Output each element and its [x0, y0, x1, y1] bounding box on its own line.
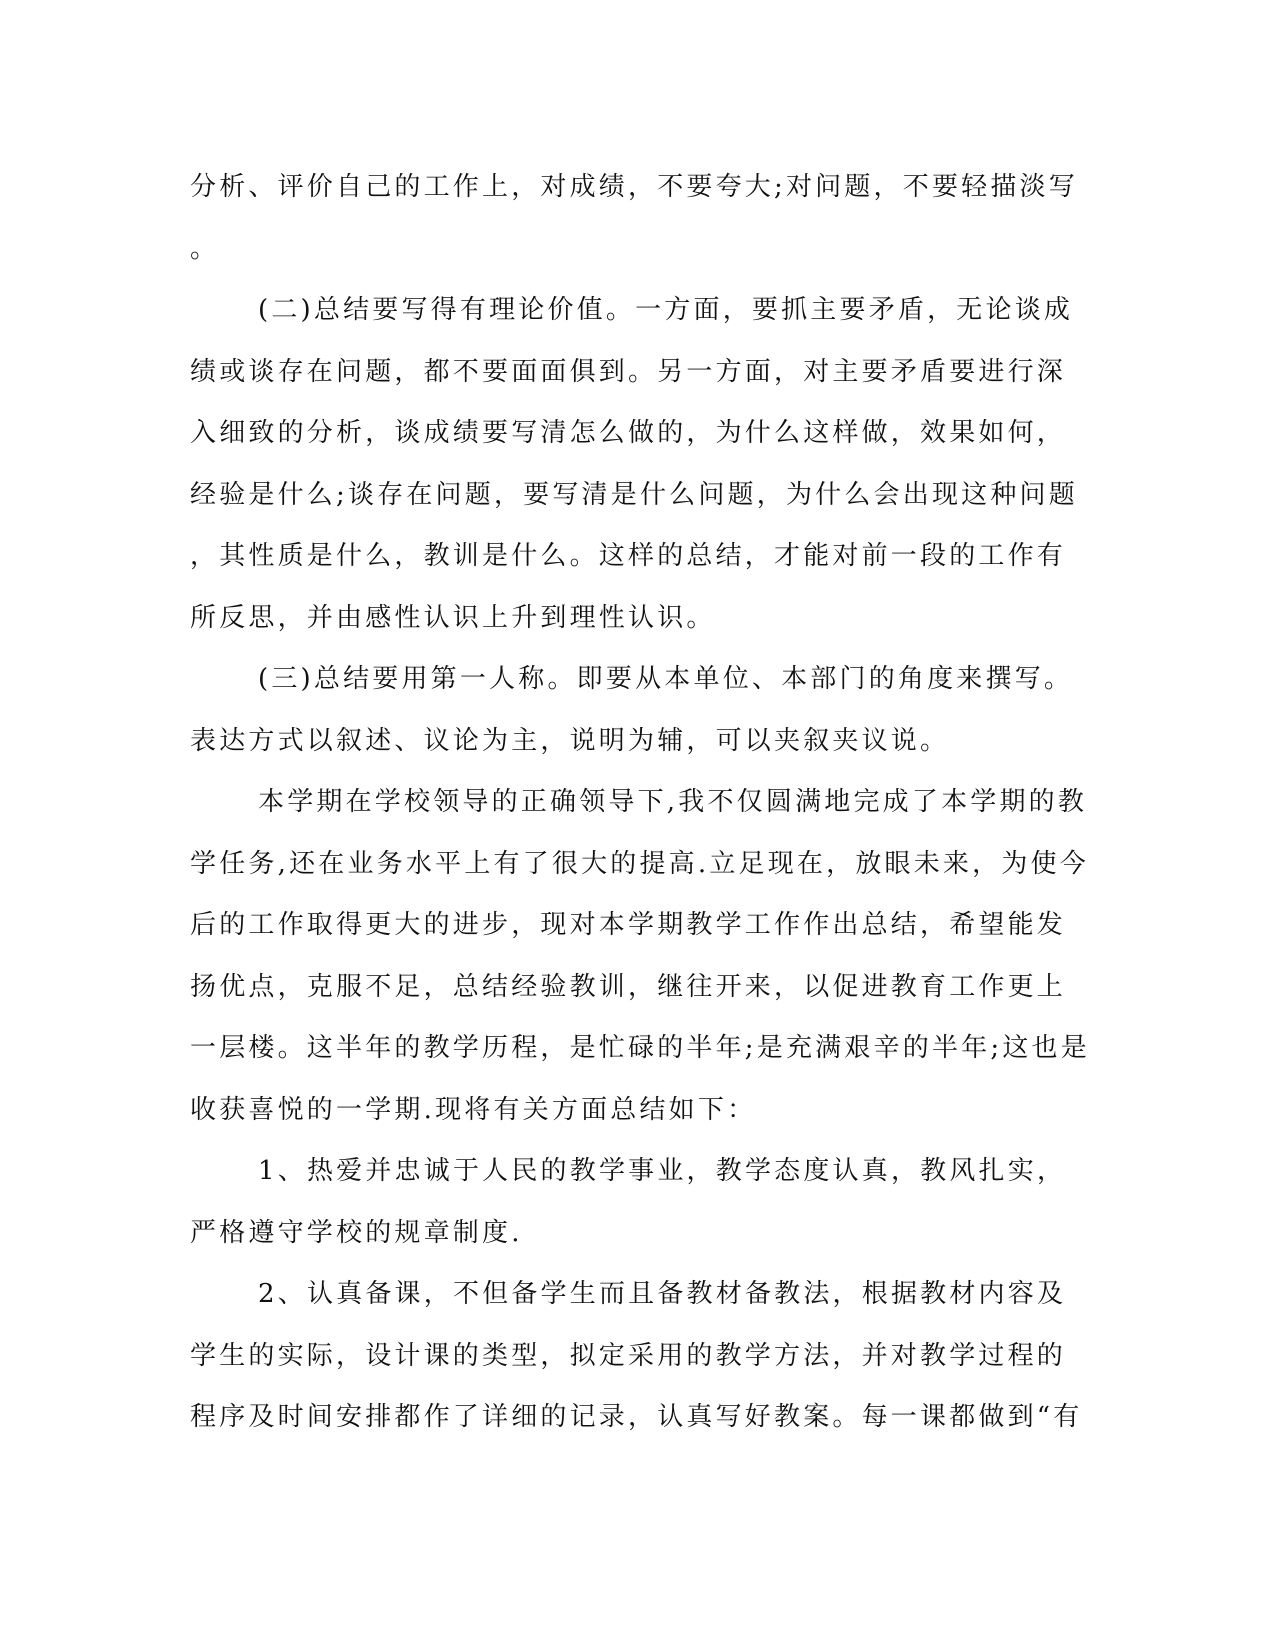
paragraph-start-line: (二)总结要写得有理论价值。一方面，要抓主要矛盾，无论谈成 — [258, 295, 1074, 325]
text-line: 表达方式以叙述、议论为主，说明为辅，可以夹叙夹议说。 — [190, 725, 950, 756]
text-line: 。 — [190, 233, 220, 264]
paragraph-start-line: 1、热爱并忠诚于人民的教学事业，教学态度认真，教风扎实， — [258, 1156, 1067, 1186]
text-line: 所反思，并由感性认识上升到理性认识。 — [190, 602, 716, 633]
text-line: 严格遵守学校的规章制度. — [190, 1217, 523, 1248]
paragraph-start-line: 2、认真备课，不但备学生而且备教材备教法，根据教材内容及 — [258, 1279, 1067, 1309]
text-line: ，其性质是什么，教训是什么。这样的总结，才能对前一段的工作有 — [190, 541, 1067, 571]
text-line: 收获喜悦的一学期.现将有关方面总结如下： — [190, 1094, 757, 1125]
text-line: 绩或谈存在问题，都不要面面俱到。另一方面，对主要矛盾要进行深 — [190, 356, 1067, 387]
text-line: 经验是什么;谈存在问题，要写清是什么问题，为什么会出现这种问题 — [190, 479, 1078, 510]
text-line: 程序及时间安排都作了详细的记录，认真写好教案。每一课都做到“有 — [190, 1402, 1083, 1432]
text-line: 入细致的分析，谈成绩要写清怎么做的，为什么这样做，效果如何， — [190, 418, 1067, 448]
paragraph-start-line: (三)总结要用第一人称。即要从本单位、本部门的角度来撰写。 — [258, 664, 1074, 694]
text-line: 后的工作取得更大的进步，现对本学期教学工作作出总结，希望能发 — [190, 910, 1067, 940]
document-body — [190, 157, 1090, 1449]
text-line: 学生的实际，设计课的类型，拟定采用的教学方法，并对教学过程的 — [190, 1340, 1067, 1371]
text-line: 扬优点，克服不足，总结经验教训，继往开来，以促进教育工作更上 — [190, 971, 1067, 1002]
text-line: 分析、评价自己的工作上，对成绩，不要夸大;对问题，不要轻描淡写 — [190, 172, 1078, 202]
text-line: 一层楼。这半年的教学历程，是忙碌的半年;是充满艰辛的半年;这也是 — [190, 1033, 1090, 1063]
text-line: 学任务,还在业务水平上有了很大的提高.立足现在，放眼未来，为使今 — [190, 848, 1089, 879]
paragraph-start-line: 本学期在学校领导的正确领导下,我不仅圆满地完成了本学期的教 — [258, 787, 1088, 817]
